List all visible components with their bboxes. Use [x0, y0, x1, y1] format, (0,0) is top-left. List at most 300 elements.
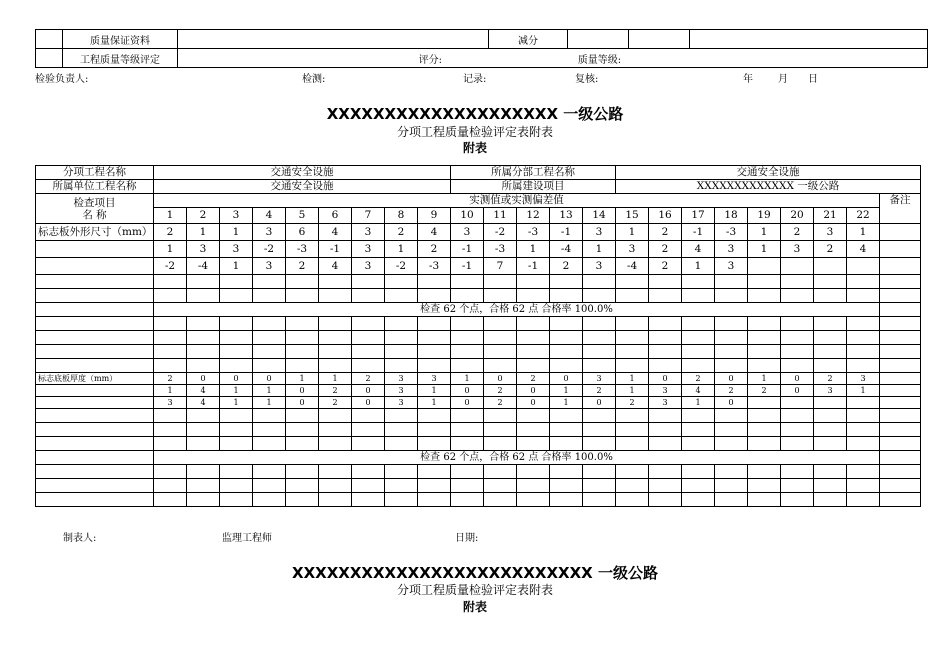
- check-item-label: 检查项目: [73, 196, 116, 209]
- blank-cell: [352, 275, 385, 289]
- blank-cell: [319, 493, 352, 507]
- blank-cell: [220, 359, 253, 373]
- column-number: 20: [781, 208, 814, 224]
- measured-value: [847, 258, 880, 275]
- measured-value: 2: [319, 385, 352, 397]
- column-number: 1: [154, 208, 187, 224]
- blank-cell: [418, 437, 451, 451]
- measured-value: 1: [418, 397, 451, 409]
- blank-cell: [517, 345, 550, 359]
- check-item-header: [36, 194, 154, 224]
- measured-value: 0: [451, 397, 484, 409]
- blank-cell: [385, 289, 418, 303]
- blank-cell: [517, 423, 550, 437]
- measured-value: 3: [814, 224, 847, 241]
- blank-cell: [583, 289, 616, 303]
- measurement-row: [36, 258, 921, 275]
- blank-cell: [451, 359, 484, 373]
- blank-cell: [550, 423, 583, 437]
- blank-cell: [649, 465, 682, 479]
- blank-cell: [583, 359, 616, 373]
- blank-cell: [550, 437, 583, 451]
- blank-cell: [220, 423, 253, 437]
- measured-value: -4: [187, 258, 220, 275]
- measured-value: 1: [220, 258, 253, 275]
- column-number: 5: [286, 208, 319, 224]
- blank-cell: [649, 275, 682, 289]
- blank-cell: [550, 331, 583, 345]
- measured-value: -3: [715, 224, 748, 241]
- blank-cell: [319, 359, 352, 373]
- blank-cell: [880, 289, 921, 303]
- blank-cell: [352, 409, 385, 423]
- measured-value: 1: [616, 224, 649, 241]
- blank-cell: [36, 385, 154, 397]
- blank-cell: [814, 465, 847, 479]
- blank-cell: [649, 423, 682, 437]
- blank-cell: [220, 345, 253, 359]
- division-label: 所属分部工程名称: [451, 166, 616, 180]
- blank-cell: [616, 437, 649, 451]
- measured-value: 3: [616, 241, 649, 258]
- measured-value: 0: [286, 385, 319, 397]
- measured-value: 0: [352, 385, 385, 397]
- blank-cell: [814, 289, 847, 303]
- name-label: 名 称: [82, 208, 107, 221]
- blank-cell: [649, 479, 682, 493]
- blank-cell: [352, 479, 385, 493]
- blank-cell: [847, 423, 880, 437]
- remark-cell: [880, 258, 921, 275]
- blank-cell: [583, 317, 616, 331]
- measured-value: 2: [814, 373, 847, 385]
- measured-value: 0: [781, 385, 814, 397]
- measured-value: 1: [550, 397, 583, 409]
- blank-cell: [715, 289, 748, 303]
- measured-value: 1: [187, 224, 220, 241]
- measured-value: -3: [484, 241, 517, 258]
- measured-value: 3: [385, 373, 418, 385]
- blank-cell: [385, 479, 418, 493]
- month-label: 月: [778, 74, 788, 85]
- blank-cell: [36, 275, 154, 289]
- blank-cell: [715, 359, 748, 373]
- column-number: 22: [847, 208, 880, 224]
- measurement-row: [36, 385, 921, 397]
- quality-docs-label: 质量保证资料: [63, 30, 178, 49]
- blank-cell: [352, 331, 385, 345]
- remark-cell: [880, 397, 921, 409]
- column-number: 2: [187, 208, 220, 224]
- blank-cell: [484, 465, 517, 479]
- measured-value: 3: [385, 397, 418, 409]
- construction-label: 所属建设项目: [451, 180, 616, 194]
- blank-cell: [319, 437, 352, 451]
- blank-row: [36, 331, 921, 345]
- blank-cell: [550, 275, 583, 289]
- blank-cell: [649, 317, 682, 331]
- blank-cell: [286, 437, 319, 451]
- blank-cell: [418, 359, 451, 373]
- measured-value: 3: [385, 385, 418, 397]
- unit-label: 所属单位工程名称: [36, 180, 154, 194]
- blank-cell: [253, 331, 286, 345]
- blank-cell: [715, 465, 748, 479]
- measured-value: 3: [352, 224, 385, 241]
- measured-value: 2: [616, 397, 649, 409]
- blank-cell: [418, 493, 451, 507]
- construction-value: XXXXXXXXXXXXX 一级公路: [616, 180, 921, 194]
- blank-cell: [36, 303, 154, 317]
- blank-cell: [36, 493, 154, 507]
- blank-cell: [550, 345, 583, 359]
- measured-value: 2: [484, 385, 517, 397]
- check-item-name: 标志板外形尺寸（mm）: [36, 224, 154, 241]
- blank-cell: [451, 465, 484, 479]
- blank-cell: [616, 289, 649, 303]
- blank-cell: [550, 409, 583, 423]
- blank-cell: [154, 359, 187, 373]
- blank-cell: [286, 409, 319, 423]
- blank-cell: [616, 359, 649, 373]
- measured-value: 1: [319, 373, 352, 385]
- blank-cell: [286, 479, 319, 493]
- measured-value: 3: [352, 241, 385, 258]
- blank-cell: [451, 331, 484, 345]
- blank-cell: [880, 275, 921, 289]
- measured-value: 3: [253, 258, 286, 275]
- blank-cell: [880, 345, 921, 359]
- blank-cell: [748, 317, 781, 331]
- blank-cell: [550, 465, 583, 479]
- measured-value: 4: [847, 241, 880, 258]
- blank-cell: [616, 275, 649, 289]
- blank-cell: [847, 437, 880, 451]
- measured-value: 4: [418, 224, 451, 241]
- blank-cell: [385, 423, 418, 437]
- blank-cell: [616, 493, 649, 507]
- measured-value: [781, 258, 814, 275]
- blank-cell: [187, 423, 220, 437]
- blank-cell: [550, 479, 583, 493]
- blank-cell: [385, 437, 418, 451]
- blank-cell: [451, 493, 484, 507]
- blank-cell: [319, 289, 352, 303]
- blank-cell: [748, 345, 781, 359]
- measured-value: 1: [220, 397, 253, 409]
- blank-cell: [187, 317, 220, 331]
- measured-value: 1: [583, 241, 616, 258]
- blank-cell: [187, 493, 220, 507]
- blank-cell: [616, 345, 649, 359]
- blank-cell: [253, 359, 286, 373]
- blank-cell: [418, 409, 451, 423]
- measured-value: 0: [715, 397, 748, 409]
- appendix-title: 附表: [462, 141, 487, 155]
- blank-cell: [583, 409, 616, 423]
- grade-eval-value: [178, 49, 928, 68]
- measured-value: -1: [550, 224, 583, 241]
- measured-value: 3: [715, 258, 748, 275]
- measured-value: 2: [517, 373, 550, 385]
- blank-row: [36, 359, 921, 373]
- blank-cell: [715, 331, 748, 345]
- inspection-table: [35, 165, 921, 507]
- blank-cell: [649, 437, 682, 451]
- blank-cell: [682, 345, 715, 359]
- blank-cell: [649, 409, 682, 423]
- blank-cell: [517, 289, 550, 303]
- blank-cell: [781, 493, 814, 507]
- blank-cell: [814, 317, 847, 331]
- blank-cell: [616, 409, 649, 423]
- measured-value: 2: [649, 258, 682, 275]
- measured-value: -4: [616, 258, 649, 275]
- form-subtitle-2: 分项工程质量检验评定表附表: [396, 583, 553, 597]
- measured-value: 2: [649, 241, 682, 258]
- blank-row: [36, 409, 921, 423]
- measured-value: 2: [286, 258, 319, 275]
- blank-cell: [36, 397, 154, 409]
- blank-cell: [319, 345, 352, 359]
- measured-value: 0: [220, 373, 253, 385]
- measured-value: 2: [418, 241, 451, 258]
- blank-cell: [781, 437, 814, 451]
- measurement-row: [36, 397, 921, 409]
- measured-value: 3: [187, 241, 220, 258]
- blank-cell: [781, 479, 814, 493]
- measured-value: 3: [253, 224, 286, 241]
- measured-value: 3: [847, 373, 880, 385]
- blank-cell: [814, 423, 847, 437]
- blank-cell: [253, 423, 286, 437]
- blank-cell: [550, 359, 583, 373]
- measured-value: 4: [319, 258, 352, 275]
- blank-cell: [847, 275, 880, 289]
- column-number: 3: [220, 208, 253, 224]
- blank-cell: [715, 479, 748, 493]
- blank-cell: [484, 359, 517, 373]
- measured-value: 1: [418, 385, 451, 397]
- blank-cell: [550, 317, 583, 331]
- measured-value: [748, 258, 781, 275]
- blank-cell: [748, 331, 781, 345]
- blank-cell: [682, 437, 715, 451]
- measured-value: [847, 397, 880, 409]
- blank-cell: [715, 345, 748, 359]
- measured-value: 1: [451, 373, 484, 385]
- measured-value: 0: [253, 373, 286, 385]
- blank-cell: [187, 437, 220, 451]
- measured-value: [814, 397, 847, 409]
- measured-value: 2: [352, 373, 385, 385]
- blank-cell: [286, 345, 319, 359]
- blank-cell: [616, 317, 649, 331]
- blank-cell: [220, 465, 253, 479]
- measured-value: 0: [517, 397, 550, 409]
- measured-value: 3: [154, 397, 187, 409]
- quality-summary-table: [35, 29, 928, 68]
- measured-value: 1: [550, 385, 583, 397]
- blank-cell: [616, 331, 649, 345]
- measured-value: 2: [649, 224, 682, 241]
- blank-cell: [748, 289, 781, 303]
- blank-cell: [220, 479, 253, 493]
- blank-cell: [36, 359, 154, 373]
- blank-cell: [187, 331, 220, 345]
- measured-value: 2: [484, 397, 517, 409]
- pass-rate-summary: 检查 62 个点，合格 62 点 合格率 100.0%: [154, 303, 880, 317]
- blank-cell: [220, 493, 253, 507]
- road-title: XXXXXXXXXXXXXXXXXXXX 一级公路: [326, 105, 624, 123]
- blank-cell: [550, 493, 583, 507]
- blank-cell: [319, 465, 352, 479]
- measured-value: 2: [319, 397, 352, 409]
- blank-cell: [682, 409, 715, 423]
- measured-value: [814, 258, 847, 275]
- blank-cell: [682, 423, 715, 437]
- blank-row: [36, 423, 921, 437]
- quality-docs-value: [178, 30, 489, 49]
- blank-cell: [649, 493, 682, 507]
- measurement-row: [36, 224, 921, 241]
- blank-cell: [847, 359, 880, 373]
- blank-cell: [682, 331, 715, 345]
- blank-cell: [154, 493, 187, 507]
- blank-cell: [253, 289, 286, 303]
- blank-cell: [220, 317, 253, 331]
- blank-cell: [814, 359, 847, 373]
- blank-cell: [517, 317, 550, 331]
- measured-value: 0: [451, 385, 484, 397]
- column-number: 6: [319, 208, 352, 224]
- measured-value: 2: [781, 224, 814, 241]
- blank-cell: [484, 493, 517, 507]
- blank-cell: [451, 275, 484, 289]
- blank-cell: [451, 345, 484, 359]
- blank-cell: [253, 317, 286, 331]
- measured-value: -1: [682, 224, 715, 241]
- measured-value: 1: [748, 241, 781, 258]
- blank-cell: [385, 465, 418, 479]
- blank-row: [36, 437, 921, 451]
- blank-cell: [616, 423, 649, 437]
- blank-cell: [154, 275, 187, 289]
- blank-cell: [385, 359, 418, 373]
- measured-value: 1: [385, 241, 418, 258]
- column-number: 11: [484, 208, 517, 224]
- blank-cell: [418, 289, 451, 303]
- measured-value: 0: [484, 373, 517, 385]
- measured-value: 2: [748, 385, 781, 397]
- blank-cell: [286, 465, 319, 479]
- blank-cell: [880, 331, 921, 345]
- blank-cell: [154, 437, 187, 451]
- blank-cell: [451, 479, 484, 493]
- measured-value: 3: [583, 373, 616, 385]
- blank-cell: [748, 479, 781, 493]
- blank-cell: [418, 479, 451, 493]
- blank-row: [36, 317, 921, 331]
- blank-cell: [385, 409, 418, 423]
- blank-cell: [451, 289, 484, 303]
- measured-value: 2: [814, 241, 847, 258]
- blank-cell: [286, 359, 319, 373]
- column-number: 16: [649, 208, 682, 224]
- blank-cell: [154, 317, 187, 331]
- measured-value: -3: [286, 241, 319, 258]
- blank-cell: [319, 409, 352, 423]
- blank-cell: [484, 317, 517, 331]
- blank-cell: [286, 331, 319, 345]
- measured-value: 2: [154, 224, 187, 241]
- blank-cell: [385, 493, 418, 507]
- blank-cell: [517, 437, 550, 451]
- measured-value: -3: [517, 224, 550, 241]
- blank-cell: [484, 331, 517, 345]
- blank-cell: [253, 465, 286, 479]
- blank-cell: [781, 331, 814, 345]
- blank-cell: [418, 345, 451, 359]
- measured-value: 1: [847, 385, 880, 397]
- blank-cell: [36, 345, 154, 359]
- blank-cell: [352, 465, 385, 479]
- blank-cell: [814, 437, 847, 451]
- measured-value: -2: [253, 241, 286, 258]
- supervisor-label: 监理工程师: [222, 533, 272, 544]
- grade-eval-label: 工程质量等级评定: [63, 49, 178, 68]
- measured-value: 2: [682, 373, 715, 385]
- blank-cell: [682, 465, 715, 479]
- measured-value: [748, 397, 781, 409]
- blank-cell: [616, 479, 649, 493]
- blank-cell: [847, 479, 880, 493]
- blank-cell: [418, 275, 451, 289]
- blank-cell: [286, 317, 319, 331]
- blank-cell: [484, 345, 517, 359]
- measured-value: 4: [187, 397, 220, 409]
- blank-cell: [36, 241, 154, 258]
- blank-cell: [36, 258, 154, 275]
- measured-value: 2: [715, 385, 748, 397]
- deduction-value-2: [629, 30, 690, 49]
- blank-cell: [682, 275, 715, 289]
- measured-value: 3: [649, 385, 682, 397]
- measured-value: 0: [583, 397, 616, 409]
- blank-cell: [748, 409, 781, 423]
- summary-row: [36, 451, 921, 465]
- measurement-row: [36, 373, 921, 385]
- blank-cell: [319, 275, 352, 289]
- column-number: 14: [583, 208, 616, 224]
- blank-cell: [880, 479, 921, 493]
- blank-cell: [187, 479, 220, 493]
- blank-cell: [847, 493, 880, 507]
- blank-cell: [154, 479, 187, 493]
- measured-value: 0: [550, 373, 583, 385]
- form-subtitle: 分项工程质量检验评定表附表: [396, 125, 553, 139]
- remark-cell: [880, 224, 921, 241]
- blank-cell: [715, 493, 748, 507]
- blank-cell: [715, 423, 748, 437]
- measured-value: 0: [781, 373, 814, 385]
- blank-cell: [484, 437, 517, 451]
- measured-value: 2: [583, 385, 616, 397]
- blank-cell: [649, 331, 682, 345]
- blank-cell: [748, 275, 781, 289]
- measured-value: -3: [418, 258, 451, 275]
- column-number: 4: [253, 208, 286, 224]
